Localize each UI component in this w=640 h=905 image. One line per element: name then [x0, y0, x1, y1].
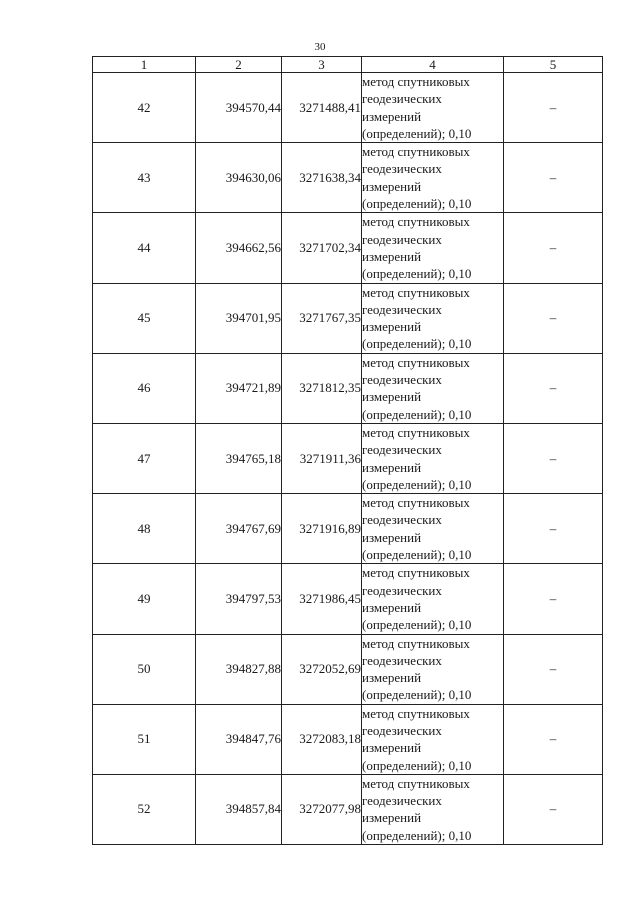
column-header: 4 — [362, 57, 504, 73]
page-number: 30 — [314, 41, 326, 53]
method-description — [362, 634, 504, 704]
coordinate-y: 3271986,45 — [282, 564, 362, 634]
coordinate-x: 394630,06 — [196, 143, 282, 213]
table-row — [93, 774, 603, 844]
point-number: 48 — [93, 494, 196, 564]
method-line: геодезических — [362, 793, 442, 809]
method-line: (определений); 0,10 — [362, 827, 472, 843]
coordinate-x: 394765,18 — [196, 423, 282, 493]
coordinate-x: 394797,53 — [196, 564, 282, 634]
method-line: измерений — [362, 670, 422, 686]
method-line: измерений — [362, 389, 422, 405]
column-5-value: – — [504, 283, 603, 353]
column-header: 1 — [93, 57, 196, 73]
method-line: метод спутниковых — [362, 775, 470, 791]
method-line: измерений — [362, 529, 422, 545]
coordinate-y: 3272077,98 — [282, 774, 362, 844]
method-line: метод спутниковых — [362, 144, 470, 160]
method-line: измерений — [362, 740, 422, 756]
method-description — [362, 213, 504, 283]
method-line: геодезических — [362, 512, 442, 528]
table-row — [93, 283, 603, 353]
method-line: геодезических — [362, 582, 442, 598]
column-5-value: – — [504, 494, 603, 564]
point-number: 47 — [93, 423, 196, 493]
method-line: метод спутниковых — [362, 705, 470, 721]
coordinates-table — [92, 56, 603, 845]
method-line: геодезических — [362, 652, 442, 668]
method-line: измерений — [362, 108, 422, 124]
coordinate-x: 394767,69 — [196, 494, 282, 564]
coordinate-x: 394662,56 — [196, 213, 282, 283]
method-description — [362, 283, 504, 353]
column-5-value: – — [504, 704, 603, 774]
column-5-value: – — [504, 73, 603, 143]
method-line: измерений — [362, 178, 422, 194]
method-line: (определений); 0,10 — [362, 406, 472, 422]
method-description — [362, 774, 504, 844]
column-5-value: – — [504, 353, 603, 423]
coordinate-y: 3271488,41 — [282, 73, 362, 143]
coordinate-x: 394827,88 — [196, 634, 282, 704]
coordinate-y: 3272052,69 — [282, 634, 362, 704]
method-line: метод спутниковых — [362, 565, 470, 581]
method-line: метод спутниковых — [362, 635, 470, 651]
method-line: (определений); 0,10 — [362, 336, 472, 352]
method-line: (определений); 0,10 — [362, 196, 472, 212]
method-line: геодезических — [362, 722, 442, 738]
column-header: 5 — [504, 57, 603, 73]
method-line: метод спутниковых — [362, 354, 470, 370]
method-line: метод спутниковых — [362, 74, 470, 89]
coordinate-y: 3271812,35 — [282, 353, 362, 423]
table-row — [93, 634, 603, 704]
table-row — [93, 143, 603, 213]
point-number: 42 — [93, 73, 196, 143]
method-line: метод спутниковых — [362, 214, 470, 230]
method-line: (определений); 0,10 — [362, 687, 472, 703]
method-description — [362, 423, 504, 493]
point-number: 45 — [93, 283, 196, 353]
point-number: 52 — [93, 774, 196, 844]
table-row — [93, 494, 603, 564]
point-number: 50 — [93, 634, 196, 704]
method-line: измерений — [362, 248, 422, 264]
column-5-value: – — [504, 143, 603, 213]
header-row — [93, 57, 603, 73]
coordinate-y: 3271638,34 — [282, 143, 362, 213]
column-5-value: – — [504, 213, 603, 283]
coordinate-x: 394701,95 — [196, 283, 282, 353]
coordinate-y: 3271911,36 — [282, 423, 362, 493]
point-number: 46 — [93, 353, 196, 423]
column-5-value: – — [504, 634, 603, 704]
table-row — [93, 564, 603, 634]
method-line: (определений); 0,10 — [362, 125, 472, 141]
method-line: измерений — [362, 810, 422, 826]
column-header: 2 — [196, 57, 282, 73]
coordinate-x: 394847,76 — [196, 704, 282, 774]
method-line: измерений — [362, 599, 422, 615]
method-description — [362, 494, 504, 564]
coordinate-y: 3271916,89 — [282, 494, 362, 564]
method-description — [362, 704, 504, 774]
coordinate-y: 3271702,34 — [282, 213, 362, 283]
column-header: 3 — [282, 57, 362, 73]
column-5-value: – — [504, 564, 603, 634]
method-description — [362, 73, 504, 143]
coordinate-x: 394570,44 — [196, 73, 282, 143]
method-line: метод спутниковых — [362, 284, 470, 300]
table-row — [93, 73, 603, 143]
method-line: (определений); 0,10 — [362, 617, 472, 633]
point-number: 51 — [93, 704, 196, 774]
method-line: (определений); 0,10 — [362, 547, 472, 563]
table-row — [93, 704, 603, 774]
coordinate-y: 3272083,18 — [282, 704, 362, 774]
method-line: (определений); 0,10 — [362, 476, 472, 492]
method-line: геодезических — [362, 372, 442, 388]
method-description — [362, 564, 504, 634]
column-5-value: – — [504, 774, 603, 844]
method-line: геодезических — [362, 442, 442, 458]
column-5-value: – — [504, 423, 603, 493]
coordinate-y: 3271767,35 — [282, 283, 362, 353]
coordinate-x: 394857,84 — [196, 774, 282, 844]
method-line: геодезических — [362, 231, 442, 247]
point-number: 49 — [93, 564, 196, 634]
point-number: 44 — [93, 213, 196, 283]
method-line: метод спутниковых — [362, 495, 470, 511]
table-row — [93, 353, 603, 423]
method-line: измерений — [362, 459, 422, 475]
method-line: метод спутниковых — [362, 424, 470, 440]
coordinate-x: 394721,89 — [196, 353, 282, 423]
method-description — [362, 143, 504, 213]
table-body — [93, 73, 603, 845]
method-line: геодезических — [362, 91, 442, 107]
table-row — [93, 213, 603, 283]
method-line: геодезических — [362, 301, 442, 317]
method-line: геодезических — [362, 161, 442, 177]
method-line: (определений); 0,10 — [362, 757, 472, 773]
point-number: 43 — [93, 143, 196, 213]
method-line: измерений — [362, 319, 422, 335]
method-line: (определений); 0,10 — [362, 266, 472, 282]
table-row — [93, 423, 603, 493]
method-description — [362, 353, 504, 423]
